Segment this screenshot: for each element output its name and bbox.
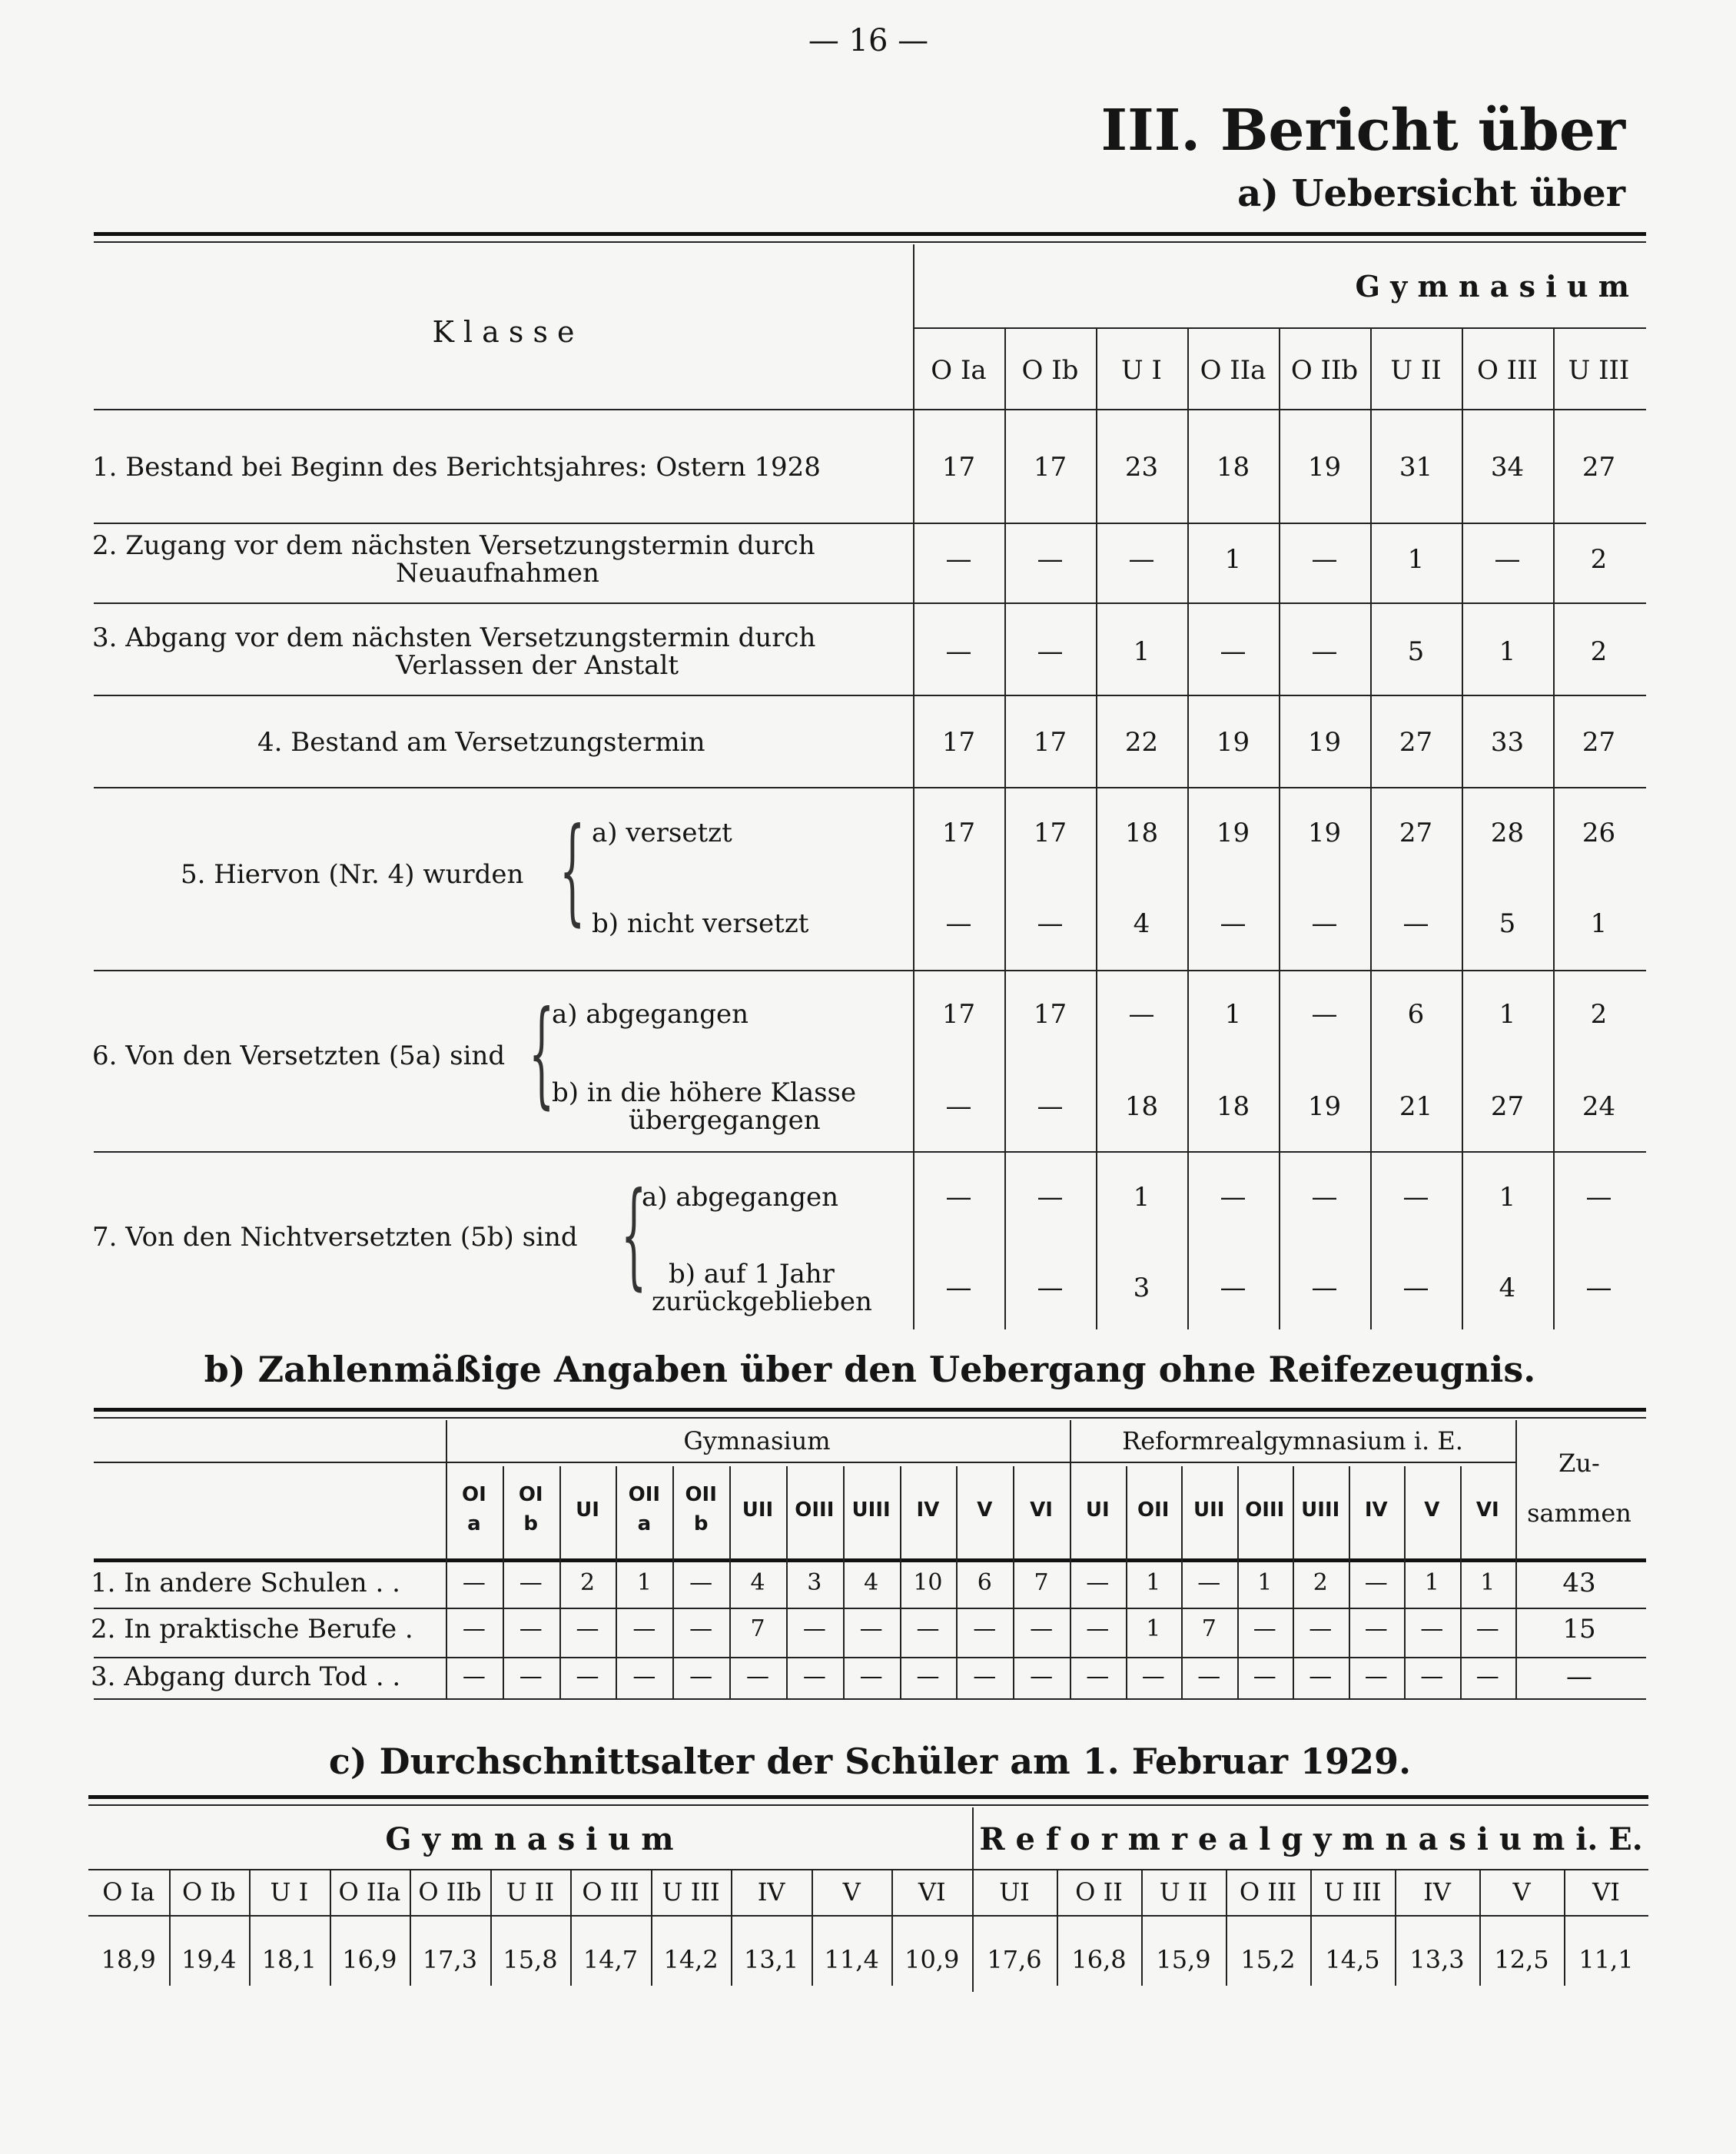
table-c-cell: 11,1 <box>1578 1945 1634 1974</box>
table-b-cell: — <box>689 1663 713 1690</box>
table-b-col-header: OII <box>685 1483 717 1506</box>
table-a-cell: 17 <box>1033 999 1067 1030</box>
table-a-cell: — <box>1037 636 1064 667</box>
table-b-col-header: OI <box>462 1483 486 1506</box>
table-a-cell: — <box>1220 1273 1246 1303</box>
table-a-cell: 18 <box>1124 818 1159 848</box>
table-a-cell: 1 <box>1224 544 1242 575</box>
table-c-col-header: IV <box>1423 1877 1451 1907</box>
table-b-cell: — <box>632 1615 656 1642</box>
table-a-cell: — <box>1311 999 1338 1030</box>
table-a-cell: 19 <box>1307 727 1342 758</box>
table-b-cell: 1 <box>1480 1569 1495 1596</box>
table-c-col-divider <box>891 1870 893 1986</box>
table-b-cell: 1 <box>1257 1569 1273 1596</box>
table-a-cell: 34 <box>1490 452 1525 483</box>
table-a-cell: 1 <box>1590 908 1608 939</box>
table-a-col-header: O III <box>1477 355 1538 386</box>
table-b-col-header-sub: b <box>693 1512 709 1535</box>
table-b-cell: 4 <box>750 1569 765 1596</box>
table-a-cell: — <box>1037 544 1064 575</box>
table-b-col-header: OIII <box>795 1499 835 1522</box>
table-b-col-header: VI <box>1030 1499 1053 1522</box>
table-c-col-header: U III <box>662 1877 720 1907</box>
table-c-col-header: O II <box>1075 1877 1123 1907</box>
table-c-col-header: O Ib <box>182 1877 236 1907</box>
table-a-cell: 1 <box>1407 544 1425 575</box>
table-a-cell: 5 <box>1499 908 1516 939</box>
table-b-col-header-sub: b <box>523 1512 539 1535</box>
table-b-cell: — <box>1475 1663 1499 1690</box>
table-b-cell: — <box>1030 1663 1054 1690</box>
table-a-col-header: O Ib <box>1021 355 1079 386</box>
table-a-cell: 19 <box>1307 452 1342 483</box>
table-a-cell: 18 <box>1216 452 1250 483</box>
row4-label: 4. Bestand am Versetzungstermin <box>257 727 705 758</box>
table-c-col-divider <box>249 1870 251 1986</box>
table-c-cell: 10,9 <box>905 1945 960 1974</box>
row1-label: 1. Bestand bei Beginn des Berichtsjahres: Ostern 1928 <box>92 452 821 483</box>
row2-label: 2. Zugang vor dem nächsten Versetzungstermin durch <box>92 530 815 561</box>
table-a-cell: — <box>1220 636 1246 667</box>
table-a-cell: — <box>1311 544 1338 575</box>
table-c-cell: 12,5 <box>1494 1945 1549 1974</box>
table-c-col-divider <box>1057 1870 1058 1986</box>
table-c-col-header: U III <box>1323 1877 1382 1907</box>
table-a-cell: — <box>1037 1273 1064 1303</box>
table-a-cell: 17 <box>1033 452 1067 483</box>
table-a-cell: 4 <box>1499 1273 1516 1303</box>
table-b-cell: — <box>462 1663 486 1690</box>
table-c-col-header: U II <box>1159 1877 1208 1907</box>
table-b-cell: — <box>1253 1663 1276 1690</box>
table-b-cell: 3 <box>807 1569 822 1596</box>
table-b-col-header: UIII <box>1301 1499 1340 1522</box>
row6a-label: a) abgegangen <box>552 999 749 1030</box>
table-b-col-header: OIII <box>1245 1499 1285 1522</box>
row6-brace: { <box>529 987 555 1120</box>
table-a-cell: 17 <box>941 452 976 483</box>
row7b-label-cont: zurückgeblieben <box>652 1286 872 1317</box>
table-b-gymnasium: Gymnasium <box>683 1426 831 1455</box>
table-c-col-divider <box>1479 1870 1481 1986</box>
table-b-col-header: UI <box>1085 1499 1110 1522</box>
table-b-col-header: OI <box>518 1483 543 1506</box>
table-a-cell: — <box>945 1273 972 1303</box>
table-a-cell: — <box>1311 908 1338 939</box>
table-c-col-divider <box>651 1870 652 1986</box>
table-c-cell: 15,9 <box>1156 1945 1211 1974</box>
table-c-cell: 13,3 <box>1409 1945 1465 1974</box>
table-b-col-header: IV <box>1364 1499 1388 1522</box>
table-c-col-divider <box>169 1870 171 1986</box>
table-a-cell: 1 <box>1499 1182 1516 1213</box>
table-a-cell: — <box>945 908 972 939</box>
page-heading: III. Bericht über <box>1100 98 1625 164</box>
table-a-cell: — <box>1037 908 1064 939</box>
table-b-cell: — <box>859 1615 883 1642</box>
section-a-title: a) Uebersicht über <box>1237 172 1625 215</box>
table-a-cell: — <box>1402 908 1429 939</box>
table-b-col-header: V <box>1424 1499 1440 1522</box>
table-c-cell: 19,4 <box>181 1945 237 1974</box>
table-c-col-divider <box>1564 1870 1565 1986</box>
table-c-cell: 18,9 <box>101 1945 156 1974</box>
table-b-cell: 1 <box>1146 1569 1161 1596</box>
table-a-cell: 17 <box>1033 818 1067 848</box>
table-a-cell: 4 <box>1133 908 1150 939</box>
table-c-cell: 15,2 <box>1240 1945 1296 1974</box>
table-b-row-label: 1. In andere Schulen . . <box>91 1568 400 1598</box>
table-a-cell: — <box>1585 1273 1612 1303</box>
table-c-col-header: U II <box>506 1877 555 1907</box>
table-b-col-header-sub: a <box>467 1512 481 1535</box>
table-c-cell: 14,2 <box>663 1945 719 1974</box>
table-b-col-header: UII <box>1193 1499 1225 1522</box>
table-a-cell: — <box>1128 544 1155 575</box>
table-b-cell: — <box>1086 1569 1110 1596</box>
table-a-cell: 19 <box>1216 818 1250 848</box>
table-a-cell: 27 <box>1582 727 1616 758</box>
table-b-cell: — <box>1086 1663 1110 1690</box>
table-a-cell: 23 <box>1124 452 1159 483</box>
table-c-col-header: IV <box>757 1877 785 1907</box>
table-c-col-divider <box>1310 1870 1312 1986</box>
table-a-cell: — <box>1220 908 1246 939</box>
table-b-cell: 7 <box>750 1615 765 1642</box>
table-a-cell: 27 <box>1399 727 1433 758</box>
table-c-col-divider <box>731 1870 732 1986</box>
table-a-cell: 1 <box>1224 999 1242 1030</box>
table-b-cell: — <box>519 1663 543 1690</box>
table-b-col-header-sub: a <box>637 1512 652 1535</box>
table-a-cell: 19 <box>1307 818 1342 848</box>
table-c-col-header: O III <box>582 1877 639 1907</box>
table-c-col-divider <box>570 1870 572 1986</box>
table-c-col-header: U I <box>270 1877 309 1907</box>
table-c-col-divider <box>490 1870 492 1986</box>
table-c-col-divider <box>812 1870 813 1986</box>
table-a-cell: 1 <box>1133 636 1150 667</box>
table-b-cell: — <box>1086 1615 1110 1642</box>
table-a-cell: 31 <box>1399 452 1433 483</box>
table-a-cell: — <box>1402 1182 1429 1213</box>
table-c-cell: 13,1 <box>744 1945 799 1974</box>
table-a-cell: — <box>945 1091 972 1122</box>
klasse-header: K l a s s e <box>432 315 575 349</box>
table-c-col-header: UI <box>999 1877 1030 1907</box>
table-a-cell: — <box>1220 1182 1246 1213</box>
table-a-cell: — <box>945 1182 972 1213</box>
table-b-cell: — <box>745 1663 769 1690</box>
row3-label: 3. Abgang vor dem nächsten Versetzungstermin durch <box>92 622 816 653</box>
table-a-cell: — <box>1128 999 1155 1030</box>
table-c-cell: 16,8 <box>1071 1945 1127 1974</box>
table-c-col-header: O III <box>1239 1877 1297 1907</box>
table-b-col-header: IV <box>916 1499 940 1522</box>
row6-label: 6. Von den Versetzten (5a) sind <box>92 1040 506 1071</box>
table-a-cell: 27 <box>1399 818 1433 848</box>
table-b-col-header: VI <box>1475 1499 1499 1522</box>
table-a-cell: — <box>945 544 972 575</box>
table-a-cell: 22 <box>1124 727 1159 758</box>
table-b-cell: — <box>632 1663 656 1690</box>
table-a-cell: 21 <box>1399 1091 1433 1122</box>
table-a-cell: — <box>1402 1273 1429 1303</box>
table-a-cell: 19 <box>1307 1091 1342 1122</box>
table-c-cell: 11,4 <box>824 1945 879 1974</box>
table-b-cell: — <box>1364 1615 1388 1642</box>
table-c-col-divider <box>410 1870 411 1986</box>
table-c-col-divider <box>1395 1870 1396 1986</box>
row2-label-cont: Neuaufnahmen <box>396 558 599 589</box>
table-a-cell: 17 <box>1033 727 1067 758</box>
table-b-row-label: 2. In praktische Berufe . <box>91 1614 413 1645</box>
table-a-cell: — <box>945 636 972 667</box>
table-c-col-header: VI <box>918 1877 946 1907</box>
page-number: — 16 — <box>808 23 929 58</box>
table-a-cell: 17 <box>941 999 976 1030</box>
table-a-cell: — <box>1037 1182 1064 1213</box>
table-c-col-header: V <box>1512 1877 1531 1907</box>
row7b-label: b) auf 1 Jahr <box>669 1259 835 1289</box>
table-b-cell: — <box>576 1663 599 1690</box>
table-b-total-1: Zu- <box>1558 1449 1600 1478</box>
table-c-gymnasium: G y m n a s i u m <box>385 1821 674 1857</box>
table-b-cell: — <box>916 1615 940 1642</box>
table-a-cell: 6 <box>1407 999 1425 1030</box>
table-b-cell: — <box>859 1663 883 1690</box>
table-b-col-header: UII <box>742 1499 774 1522</box>
table-b-cell: — <box>1197 1569 1221 1596</box>
table-c-cell: 14,7 <box>583 1945 639 1974</box>
table-b-cell: — <box>802 1615 826 1642</box>
table-b-cell: — <box>462 1569 486 1596</box>
row5a-label: a) versetzt <box>592 818 732 848</box>
table-c-col-header: O IIa <box>338 1877 401 1907</box>
table-b-cell: — <box>916 1663 940 1690</box>
table-b-cell: — <box>519 1615 543 1642</box>
table-b-cell: — <box>1364 1663 1388 1690</box>
table-a-cell: — <box>1585 1182 1612 1213</box>
table-a-col-header: U II <box>1390 355 1442 386</box>
table-b-cell: — <box>462 1615 486 1642</box>
table-b-total: — <box>1566 1661 1592 1692</box>
table-b-cell: 7 <box>1034 1569 1049 1596</box>
section-c-title: c) Durchschnittsalter der Schüler am 1. Februar 1929. <box>328 1741 1412 1782</box>
table-a-col-header: O Ia <box>931 355 987 386</box>
table-c-col-divider <box>1226 1870 1227 1986</box>
table-a-cell: — <box>1494 544 1521 575</box>
table-c-cell: 16,9 <box>342 1945 397 1974</box>
table-b-cell: — <box>1309 1615 1333 1642</box>
row5-brace: { <box>559 804 586 938</box>
row7a-label: a) abgegangen <box>642 1182 838 1213</box>
table-b-cell: — <box>1030 1615 1054 1642</box>
table-b-cell: — <box>1253 1615 1276 1642</box>
table-b-cell: 2 <box>579 1569 596 1596</box>
table-a-col-header: O IIa <box>1200 355 1266 386</box>
table-a-cell: 24 <box>1582 1091 1616 1122</box>
table-a-cell: 26 <box>1582 818 1616 848</box>
table-b-total: 43 <box>1562 1568 1596 1598</box>
table-b-cell: 7 <box>1201 1615 1217 1642</box>
table-c-col-header: O Ia <box>102 1877 155 1907</box>
table-a-cell: 27 <box>1582 452 1616 483</box>
table-a-cell: 28 <box>1490 818 1525 848</box>
table-a-cell: 19 <box>1216 727 1250 758</box>
row7-brace: { <box>621 1168 647 1302</box>
table-a-cell: 5 <box>1407 636 1425 667</box>
table-b-cell: 10 <box>913 1569 943 1596</box>
table-b-col-header: OII <box>628 1483 661 1506</box>
table-b-reform: Reformrealgymnasium i. E. <box>1122 1426 1463 1455</box>
table-a-cell: — <box>1311 1182 1338 1213</box>
table-a-cell: 17 <box>941 818 976 848</box>
table-b-col-header: V <box>977 1499 993 1522</box>
table-b-cell: — <box>973 1663 997 1690</box>
table-a-cell: 33 <box>1490 727 1525 758</box>
table-b-total-2: sammen <box>1527 1499 1631 1528</box>
row5-label: 5. Hiervon (Nr. 4) wurden <box>181 859 524 890</box>
table-c-cell: 17,6 <box>987 1945 1042 1974</box>
table-b-cell: — <box>973 1615 997 1642</box>
table-a-col-header: U I <box>1121 355 1162 386</box>
table-a-cell: 17 <box>941 727 976 758</box>
table-a-cell: — <box>1311 1273 1338 1303</box>
table-b-cell: 1 <box>1424 1569 1439 1596</box>
gymnasium-header: G y m n a s i u m <box>1355 269 1629 304</box>
table-b-cell: — <box>689 1615 713 1642</box>
table-b-cell: — <box>1197 1663 1221 1690</box>
table-c-col-header: V <box>842 1877 861 1907</box>
table-a-cell: 2 <box>1590 544 1608 575</box>
table-a-cell: 18 <box>1124 1091 1159 1122</box>
table-c-col-divider <box>1141 1870 1143 1986</box>
table-b-col-header: UI <box>576 1499 599 1522</box>
table-b-cell: 6 <box>977 1569 992 1596</box>
table-a-cell: 2 <box>1590 636 1608 667</box>
table-a-cell: 1 <box>1499 636 1516 667</box>
table-b-cell: — <box>1420 1663 1444 1690</box>
table-b-cell: 4 <box>864 1569 879 1596</box>
table-b-cell: — <box>1475 1615 1499 1642</box>
section-b-title: b) Zahlenmäßige Angaben über den Uebergang ohne Reifezeugnis. <box>204 1349 1536 1390</box>
table-b-col-header: OII <box>1137 1499 1170 1522</box>
table-c-cell: 14,5 <box>1325 1945 1380 1974</box>
table-a-cell: 18 <box>1216 1091 1250 1122</box>
table-c-cell: 17,3 <box>422 1945 478 1974</box>
table-b-cell: — <box>519 1569 543 1596</box>
table-b-col-header: UIII <box>851 1499 891 1522</box>
table-c-reform: R e f o r m r e a l g y m n a s i u m i. E. <box>979 1821 1643 1857</box>
table-b-cell: 2 <box>1313 1569 1328 1596</box>
table-c-cell: 18,1 <box>261 1945 317 1974</box>
table-a-cell: — <box>1037 1091 1064 1122</box>
table-b-row-label: 3. Abgang durch Tod . . <box>91 1661 401 1692</box>
table-a-cell: 1 <box>1133 1182 1150 1213</box>
table-b-total: 15 <box>1562 1614 1596 1645</box>
table-b-cell: 1 <box>636 1569 652 1596</box>
table-c-col-divider <box>330 1870 331 1986</box>
table-b-cell: — <box>1420 1615 1444 1642</box>
table-a-cell: — <box>1311 636 1338 667</box>
row6b-label-cont: übergegangen <box>629 1105 821 1136</box>
table-a-cell: 27 <box>1490 1091 1525 1122</box>
table-c-col-header: VI <box>1592 1877 1620 1907</box>
table-b-cell: — <box>576 1615 599 1642</box>
table-b-cell: — <box>1141 1663 1165 1690</box>
table-a-cell: 1 <box>1499 999 1516 1030</box>
table-b-cell: — <box>1364 1569 1388 1596</box>
table-b-cell: — <box>802 1663 826 1690</box>
table-a-cell: 2 <box>1590 999 1608 1030</box>
table-b-cell: — <box>1309 1663 1333 1690</box>
table-a-col-header: O IIb <box>1290 355 1359 386</box>
table-c-col-header: O IIb <box>418 1877 482 1907</box>
table-a-col-header: U III <box>1568 355 1630 386</box>
row7-label: 7. Von den Nichtversetzten (5b) sind <box>92 1222 578 1253</box>
row5b-label: b) nicht versetzt <box>592 908 809 939</box>
row3-label-cont: Verlassen der Anstalt <box>396 650 679 681</box>
row6b-label: b) in die höhere Klasse <box>552 1077 857 1108</box>
table-c-cell: 15,8 <box>503 1945 558 1974</box>
table-b-cell: 1 <box>1146 1615 1161 1642</box>
table-b-cell: — <box>689 1569 713 1596</box>
table-a-cell: 3 <box>1133 1273 1150 1303</box>
